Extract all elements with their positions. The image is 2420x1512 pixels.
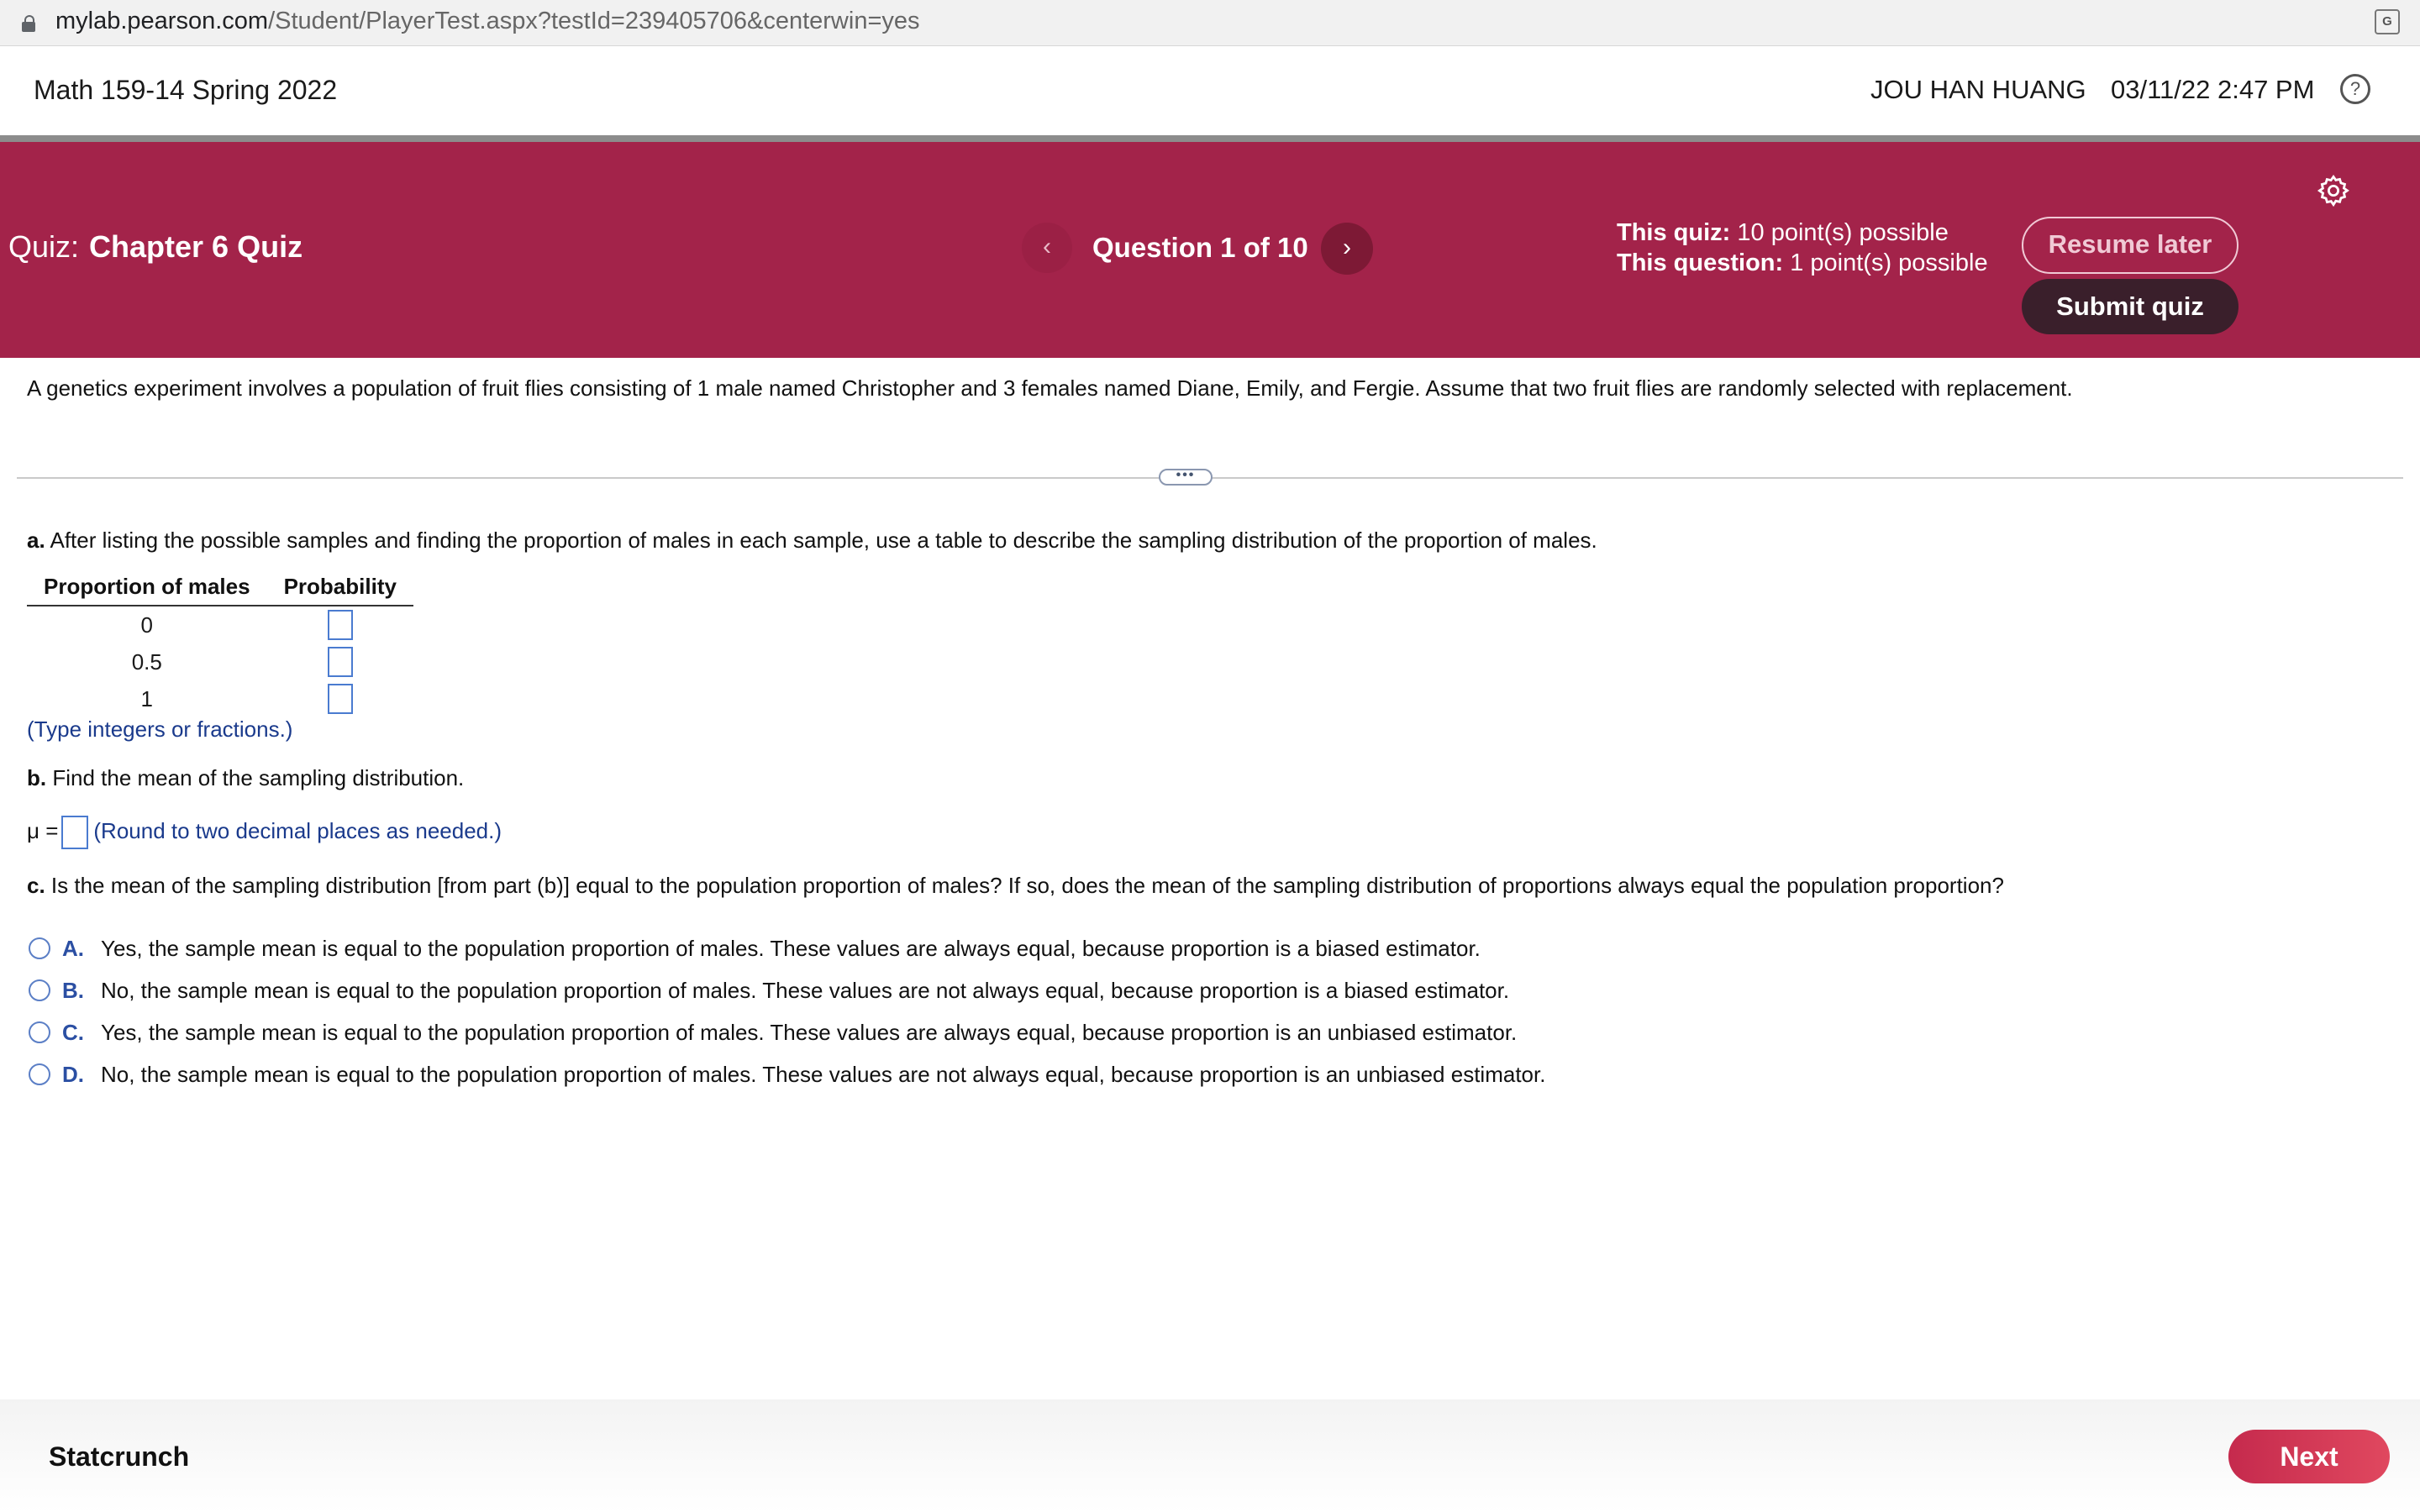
part-c-text: Is the mean of the sampling distribution [from part (b)] equal to the population proportion of males? If so, does the mean of the sampling distribution of proportions always equal the population proportion? [50,873,2004,898]
resume-later-button[interactable]: Resume later [2022,217,2238,274]
proportion-value: 1 [140,685,154,711]
probability-input[interactable] [328,610,353,640]
part-a-hint: (Type integers or fractions.) [27,717,293,742]
part-b-text: Find the mean of the sampling distribution. [52,765,465,790]
option-text: Yes, the sample mean is equal to the population proportion of males. These values are always equal, because proportion is a biased estimator. [101,936,1481,961]
part-a-label: a. [27,528,45,553]
url-host: mylab.pearson.com [55,8,269,34]
table-row [27,606,413,643]
question-points-label: This question: [1617,249,1784,276]
part-b-label: b. [27,765,47,790]
option-text: Yes, the sample mean is equal to the population proportion of males. These values are always equal, because proportion is an unbiased estimator. [101,1020,1518,1045]
help-icon[interactable]: ? [2340,74,2370,104]
course-header [0,46,2420,142]
radio-button[interactable] [29,937,50,959]
mean-answer-row [27,816,502,849]
question-counter: Question 1 of 10 [1092,232,1308,263]
next-button[interactable]: Next [2228,1430,2390,1483]
probability-input[interactable] [328,684,353,714]
footer-bar [0,1399,2420,1512]
quiz-points-label: This quiz: [1617,219,1731,246]
probability-input[interactable] [328,647,353,677]
option-letter: B. [62,978,84,1003]
lock-icon [22,15,35,32]
radio-button[interactable] [29,1021,50,1043]
proportion-value: 0.5 [131,648,162,675]
part-b-prompt [27,765,464,791]
url-text[interactable] [55,8,920,35]
browser-url-bar[interactable] [0,0,2420,46]
radio-button[interactable] [29,1063,50,1085]
option-text: No, the sample mean is equal to the population proportion of males. These values are not always equal, because proportion is an unbiased estimator. [101,1062,1546,1087]
option-letter: A. [62,936,84,961]
quiz-name: Chapter 6 Quiz [89,229,303,264]
proportion-value: 0 [140,612,154,638]
column-header-proportion: Proportion of males [27,571,267,606]
part-a-prompt [27,528,1597,554]
user-name: JOU HAN HUANG [1870,75,2086,104]
submit-quiz-button[interactable]: Submit quiz [2022,279,2238,334]
part-a-text: After listing the possible samples and finding the proportion of males in each sample, use a table to describe the sampling distribution of the proportion of males. [50,528,1597,553]
points-info [1617,218,1988,278]
expand-handle[interactable]: ••• [1159,469,1213,486]
course-title: Math 159-14 Spring 2022 [34,75,338,105]
radio-button[interactable] [29,979,50,1001]
distribution-table [27,571,413,717]
next-question-button[interactable]: › [1321,223,1373,275]
question-intro: A genetics experiment involves a population of fruit flies consisting of 1 male named Christopher and 3 females named Diane, Emily, and Fergie. Assume that two fruit flies are randomly selected with replacement. [27,375,2073,401]
mu-label: μ = [27,817,59,843]
date-time: 03/11/22 2:47 PM [2111,75,2315,104]
previous-question-button[interactable]: ‹ [1022,223,1072,273]
statcrunch-link[interactable]: Statcrunch [49,1441,190,1472]
gear-icon[interactable] [2316,173,2351,208]
table-row [27,643,413,680]
quiz-points-value: 10 point(s) possible [1737,219,1949,246]
translate-icon[interactable]: G [2375,9,2400,34]
part-c-label: c. [27,873,45,898]
question-points-value: 1 point(s) possible [1790,249,1988,276]
quiz-title [8,229,302,265]
part-c-prompt [27,873,2004,899]
option-text: No, the sample mean is equal to the population proportion of males. These values are not always equal, because proportion is a biased estimator. [101,978,1510,1003]
quiz-banner [0,142,2420,358]
mean-hint: (Round to two decimal places as needed.) [93,817,502,843]
option-letter: C. [62,1020,84,1045]
url-path: /Student/PlayerTest.aspx?testId=239405706&centerwin=yes [268,8,920,34]
option-letter: D. [62,1062,84,1087]
mean-input[interactable] [61,816,88,849]
column-header-probability: Probability [267,571,413,606]
quiz-label: Quiz: [8,229,80,264]
table-row [27,680,413,717]
